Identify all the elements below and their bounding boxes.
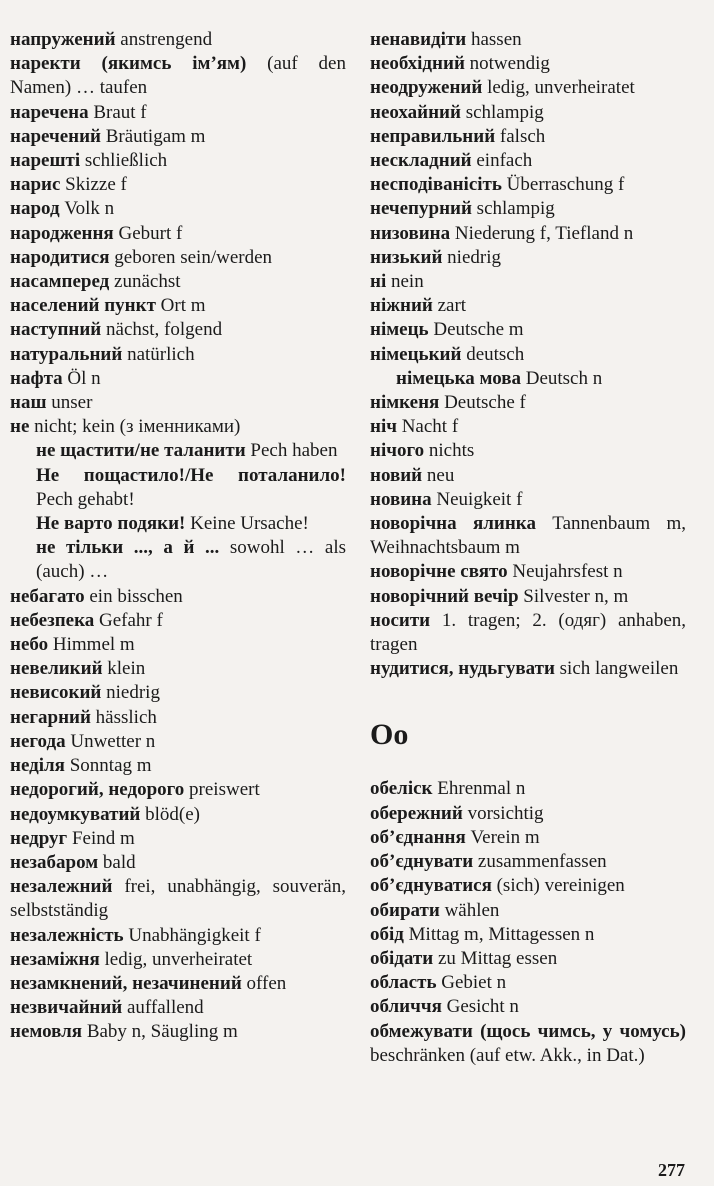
page-number: 277 [658,1160,685,1180]
entry-headword: неділя [10,755,65,777]
dictionary-entry [370,874,686,898]
dictionary-entry [370,995,686,1019]
entry-translation: nichts [424,440,475,462]
dictionary-entry [370,367,686,391]
dictionary-entry [10,585,346,609]
dictionary-entry [10,657,346,681]
entry-headword: наступний [10,319,102,341]
entry-translation: Niederung f, Tiefland n [450,222,634,244]
entry-translation: Skizze f [60,174,127,196]
entry-translation: ein bisschen [84,585,183,607]
entry-headword: недоумкуватий [10,803,141,825]
entry-headword: об’єднуватися [370,875,492,897]
dictionary-entry [370,802,686,826]
entry-headword: незалежність [10,924,124,946]
dictionary-entry [370,101,686,125]
entry-translation: wählen [439,899,500,921]
entry-translation: Pech haben [245,440,338,462]
dictionary-entry [10,536,346,584]
dictionary-entry [370,415,686,439]
dictionary-entry [370,343,686,367]
entry-headword: не [10,416,30,438]
dictionary-entry [10,149,346,173]
entry-headword: напружений [10,29,116,50]
entry-translation: unser [46,392,93,414]
entry-headword: натуральний [10,343,123,365]
entry-translation: ledig, unverheiratet [99,948,253,970]
dictionary-entry [370,294,686,318]
entry-headword: немовля [10,1021,83,1043]
entry-headword: неправильний [370,125,496,147]
dictionary-entry [10,415,346,439]
entry-translation: Unwetter n [65,730,156,752]
entry-translation: falsch [495,125,546,147]
entry-translation: Verein m [465,826,540,848]
entry-translation: Deutsche m [428,319,524,341]
entry-translation: nächst, folgend [101,319,223,341]
entry-headword: наректи (якимсь ім’ям) [10,53,247,75]
dictionary-entry [10,633,346,657]
dictionary-entry [370,76,686,100]
entry-headword: ні [370,271,387,293]
entry-headword: об’єднання [370,826,466,848]
entry-headword: народження [10,222,114,244]
entry-translation: hässlich [90,706,157,728]
dictionary-entry [370,560,686,584]
entry-translation: Überraschung f [501,174,625,196]
dictionary-entry [10,125,346,149]
dictionary-entry [10,730,346,754]
entry-translation: blöd(e) [140,803,201,825]
entry-headword: нарешті [10,150,81,172]
dictionary-entry [370,850,686,874]
dictionary-entry [10,464,346,512]
entry-translation: sich langweilen [554,658,679,680]
entry-headword: нудитися, нудьгувати [370,658,555,680]
dictionary-entry [10,439,346,463]
dictionary-entry [10,101,346,125]
dictionary-entry [10,246,346,270]
entry-translation: deutsch [461,343,525,365]
dictionary-entry [10,875,346,923]
entry-headword: новорічна ялинка [370,513,536,535]
dictionary-entry [10,294,346,318]
entry-headword: народ [10,198,60,220]
entry-translation: Volk n [59,198,115,220]
entry-headword: низький [370,246,443,268]
dictionary-entry [370,609,686,657]
dictionary-entry [370,464,686,488]
dictionary-entry [370,777,686,801]
entry-translation: notwendig [464,53,550,75]
dictionary-entry [10,706,346,730]
entry-headword: наш [10,392,47,414]
entry-translation: anstrengend [115,29,213,50]
dictionary-entry [370,52,686,76]
entry-headword: німець [370,319,429,341]
entry-translation: natürlich [122,343,195,365]
dictionary-entry [370,488,686,512]
dictionary-entry [370,391,686,415]
entry-translation: schließlich [80,150,168,172]
entry-translation: vorsichtig [462,802,544,824]
entry-translation: ledig, unverheiratet [482,77,635,99]
entry-headword: обід [370,923,404,945]
entry-translation: beschränken (auf etw. Akk., in Dat.) [370,1044,645,1066]
entry-translation: Gefahr f [94,609,163,631]
dictionary-entry [10,948,346,972]
entry-translation: zunächst [109,271,181,293]
entry-translation: (sich) vereinigen [491,875,625,897]
entry-headword: невеликий [10,658,103,680]
entry-headword: небо [10,634,49,656]
entry-headword: незалежний [10,876,113,898]
entry-translation: Deutsch n [520,367,603,389]
dictionary-entry [10,367,346,391]
dictionary-entry [10,754,346,778]
entry-translation: Unabhängigkeit f [123,924,261,946]
entry-headword: недорогий, недорого [10,779,185,801]
entry-translation: Öl n [62,367,101,389]
entry-translation: Mittag m, Mittagessen n [403,923,595,945]
entry-headword: незвичайний [10,997,123,1019]
entry-translation: Ort m [155,295,206,317]
entry-translation: (auf den Namen) … taufen [10,53,346,99]
entry-headword: населений пункт [10,295,156,317]
dictionary-entry [10,803,346,827]
dictionary-entry [370,318,686,342]
entry-headword: насамперед [10,271,110,293]
dictionary-entry [370,149,686,173]
entry-translation: zusammenfassen [473,851,607,873]
entry-translation: Nacht f [396,416,459,438]
entry-translation: Geburt f [113,222,183,244]
entry-translation: Baby n, Säugling m [82,1021,238,1043]
dictionary-entry [10,197,346,221]
entry-translation: schlampig [460,101,544,123]
entry-headword: новий [370,464,423,486]
dictionary-entry [10,270,346,294]
entry-translation: niedrig [101,682,160,704]
entry-headword: обмежувати (щось чимсь, у чомусь) [370,1020,686,1042]
entry-translation: Bräutigam m [100,125,206,147]
entry-translation: niedrig [442,246,501,268]
dictionary-entry [370,270,686,294]
entry-translation: Neujahrsfest n [507,561,623,583]
entry-headword: об’єднувати [370,851,474,873]
section-heading: Оо [370,718,409,752]
dictionary-entry [370,28,686,52]
entry-translation: 1. tragen; 2. (одяг) anhaben, tragen [370,609,686,656]
dictionary-entry [10,851,346,875]
dictionary-entry [10,996,346,1020]
entry-headword: нарис [10,174,61,196]
entry-headword: нафта [10,367,63,389]
entry-translation: sowohl … als (auch) … [36,537,346,583]
entry-translation: Keine Ursache! [185,513,309,535]
entry-headword: незабаром [10,851,99,873]
entry-headword: обеліск [370,778,433,800]
dictionary-entry [370,173,686,197]
dictionary-entry [370,222,686,246]
entry-translation: Gebiet n [436,972,507,994]
dictionary-entry [10,972,346,996]
entry-translation: Sonntag m [64,755,152,777]
dictionary-entry [370,826,686,850]
entry-translation: Himmel m [48,634,135,656]
entry-headword: негода [10,730,66,752]
entry-translation: Pech gehabt! [36,488,135,510]
entry-headword: небагато [10,585,85,607]
entry-headword: новина [370,488,432,510]
entry-headword: наречена [10,101,89,123]
entry-headword: небезпека [10,609,95,631]
dictionary-entry [370,512,686,560]
entry-translation: bald [98,851,136,873]
dictionary-entry [10,827,346,851]
dictionary-entry [370,197,686,221]
entry-headword: нічого [370,440,425,462]
entry-headword: німецька мова [396,367,521,389]
entry-translation: Neuigkeit f [431,488,523,510]
entry-headword: низовина [370,222,451,244]
entry-headword: недруг [10,827,68,849]
dictionary-entry [10,343,346,367]
entry-translation: nein [386,271,424,293]
dictionary-entry [370,971,686,995]
entry-translation: Ehrenmal n [432,778,526,800]
dictionary-entry [10,681,346,705]
entry-headword: ніжний [370,295,433,317]
entry-headword: новорічне свято [370,561,508,583]
entry-translation: frei, unabhängig, souverän, selbstständig [10,876,346,922]
entry-headword: Не варто подяки! [36,513,186,535]
entry-headword: нечепурний [370,198,472,220]
entry-translation: preiswert [184,779,260,801]
entry-headword: ненавидіти [370,29,467,50]
entry-headword: неодружений [370,77,483,99]
entry-headword: не тільки ..., а й ... [36,537,220,559]
entry-headword: незамкнений, незачинений [10,972,242,994]
entry-headword: нескладний [370,150,472,172]
entry-translation: Braut f [88,101,147,123]
entry-translation: Gesicht n [441,996,519,1018]
entry-translation: auffallend [122,997,204,1019]
entry-translation: Silvester n, m [518,585,629,607]
dictionary-entry [370,899,686,923]
entries-n-continued [370,28,686,681]
entries-o [370,777,686,1067]
entry-headword: обережний [370,802,463,824]
entry-headword: обідати [370,947,434,969]
dictionary-entry [10,924,346,948]
entry-headword: новорічний вечір [370,585,519,607]
dictionary-entry [10,173,346,197]
dictionary-entry [370,246,686,270]
entry-translation: geboren sein/werden [109,246,273,268]
entry-headword: невисокий [10,682,102,704]
entry-headword: німкеня [370,392,440,414]
entry-headword: область [370,972,437,994]
dictionary-entry [10,609,346,633]
entry-headword: неохайний [370,101,461,123]
entry-translation: neu [422,464,455,486]
entry-headword: носити [370,609,431,631]
entry-translation: offen [241,972,287,994]
entry-headword: не щастити/не таланити [36,440,246,462]
entry-headword: обирати [370,899,440,921]
entry-translation: einfach [471,150,533,172]
dictionary-entry [370,657,686,681]
dictionary-entry [10,318,346,342]
dictionary-entry [370,125,686,149]
entry-translation: Tannenbaum m, Weihnachtsbaum m [370,513,687,559]
dictionary-entry [10,1020,346,1044]
entry-translation: Feind m [67,827,135,849]
entry-headword: обличчя [370,996,442,1018]
dictionary-entry [370,923,686,947]
dictionary-entry [370,585,686,609]
dictionary-entry [10,512,346,536]
entry-headword: Не пощастило!/Не поталанило! [36,464,346,486]
dictionary-entry [10,391,346,415]
dictionary-entry [10,222,346,246]
entry-headword: народитися [10,246,110,268]
entry-headword: ніч [370,416,397,438]
entry-translation: klein [102,658,146,680]
entry-translation: schlampig [471,198,555,220]
entry-translation: nicht; kein (з іменниками) [29,416,241,438]
right-column [370,28,686,1068]
entry-headword: незаміжня [10,948,100,970]
entry-translation: zart [432,295,467,317]
dictionary-entry [370,947,686,971]
entry-headword: необхідний [370,53,465,75]
entry-translation: hassen [466,29,522,50]
dictionary-entry [10,28,346,52]
entry-headword: несподіванісіть [370,174,502,196]
entry-headword: негарний [10,706,91,728]
entry-headword: наречений [10,125,101,147]
left-column [10,28,346,1045]
dictionary-entry [10,778,346,802]
dictionary-entry [10,52,346,100]
entry-headword: німецький [370,343,462,365]
entry-translation: zu Mittag essen [433,947,558,969]
dictionary-entry [370,439,686,463]
dictionary-entry [370,1020,686,1068]
entry-translation: Deutsche f [439,392,526,414]
